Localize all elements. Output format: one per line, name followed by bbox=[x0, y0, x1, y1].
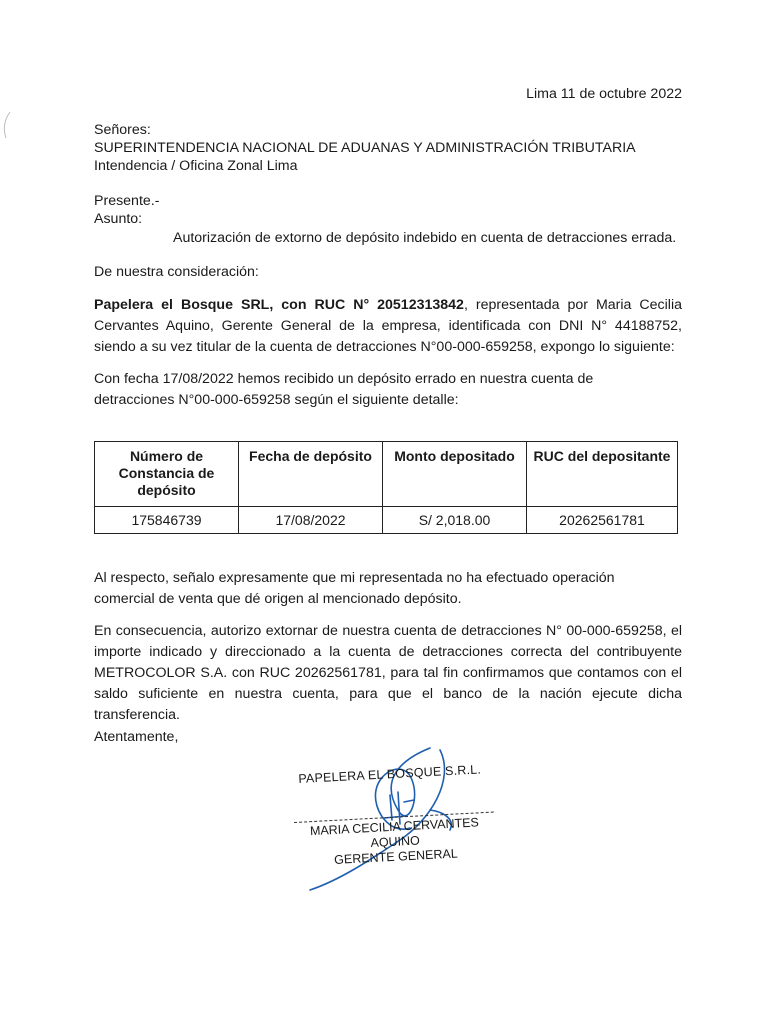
signer-name: MARIA CECILIA CERVANTES AQUINO bbox=[309, 815, 480, 851]
greeting: De nuestra consideración: bbox=[94, 264, 259, 280]
deposit-detail-table bbox=[94, 441, 678, 534]
office-name: Intendencia / Oficina Zonal Lima bbox=[94, 158, 298, 174]
asunto-label: Asunto: bbox=[94, 211, 143, 227]
presente-line: Presente.- bbox=[94, 193, 160, 209]
respecto-paragraph: Al respecto, señalo expresamente que mi representada no ha efectuado operación comercial de venta que dé origen al mencionado depósito. bbox=[94, 570, 615, 607]
cell-monto: S/ 2,018.00 bbox=[383, 507, 527, 534]
table-header-row bbox=[95, 442, 678, 507]
institution-name: SUPERINTENDENCIA NACIONAL DE ADUANAS Y ADMINISTRACIÓN TRIBUTARIA bbox=[94, 140, 636, 156]
date-line: Lima 11 de octubre 2022 bbox=[526, 86, 682, 102]
cell-ruc: 20262561781 bbox=[527, 507, 678, 534]
header-ruc: RUC del depositante bbox=[527, 442, 678, 507]
scan-edge-mark bbox=[0, 110, 12, 140]
company-ruc: Papelera el Bosque SRL, con RUC N° 20512313842 bbox=[94, 297, 464, 313]
table-row bbox=[95, 507, 678, 534]
consecuencia-paragraph: En consecuencia, autorizo extornar de nuestra cuenta de detracciones N° 00-000-659258, el importe indicado y direccionado a la cuenta de detracciones correcta del contribuyente METROCOLOR S.A. con RUC 20262561781, para tal fin confirmamos que contamos con el saldo suficiente en nuestra cuenta, para que el banco de la nación ejecute dicha transferencia. bbox=[94, 623, 682, 723]
asunto-text: Autorización de extorno de depósito indebido en cuenta de detracciones errada. bbox=[173, 230, 677, 246]
intro-paragraph bbox=[94, 295, 682, 358]
closing: Atentamente, bbox=[94, 729, 179, 745]
intro-rest: , representada por Maria Cecilia Cervantes Aquino, Gerente General de la empresa, identificada con DNI N° 44188752, siendo a su vez titular de la cuenta de detracciones N°00-000-659258, expongo lo siguiente: bbox=[94, 297, 682, 355]
header-constancia: Número de Constancia de depósito bbox=[95, 442, 239, 507]
cell-fecha: 17/08/2022 bbox=[239, 507, 383, 534]
company-stamp: PAPELERA EL BOSQUE S.R.L. bbox=[298, 762, 482, 786]
header-fecha: Fecha de depósito bbox=[239, 442, 383, 507]
cell-constancia: 175846739 bbox=[95, 507, 239, 534]
header-monto: Monto depositado bbox=[383, 442, 527, 507]
deposit-paragraph: Con fecha 17/08/2022 hemos recibido un depósito errado en nuestra cuenta de detracciones N°00-000-659258 según el siguiente detalle: bbox=[94, 371, 594, 408]
salutation: Señores: bbox=[94, 122, 151, 138]
signer-title: GERENTE GENERAL bbox=[333, 846, 459, 867]
